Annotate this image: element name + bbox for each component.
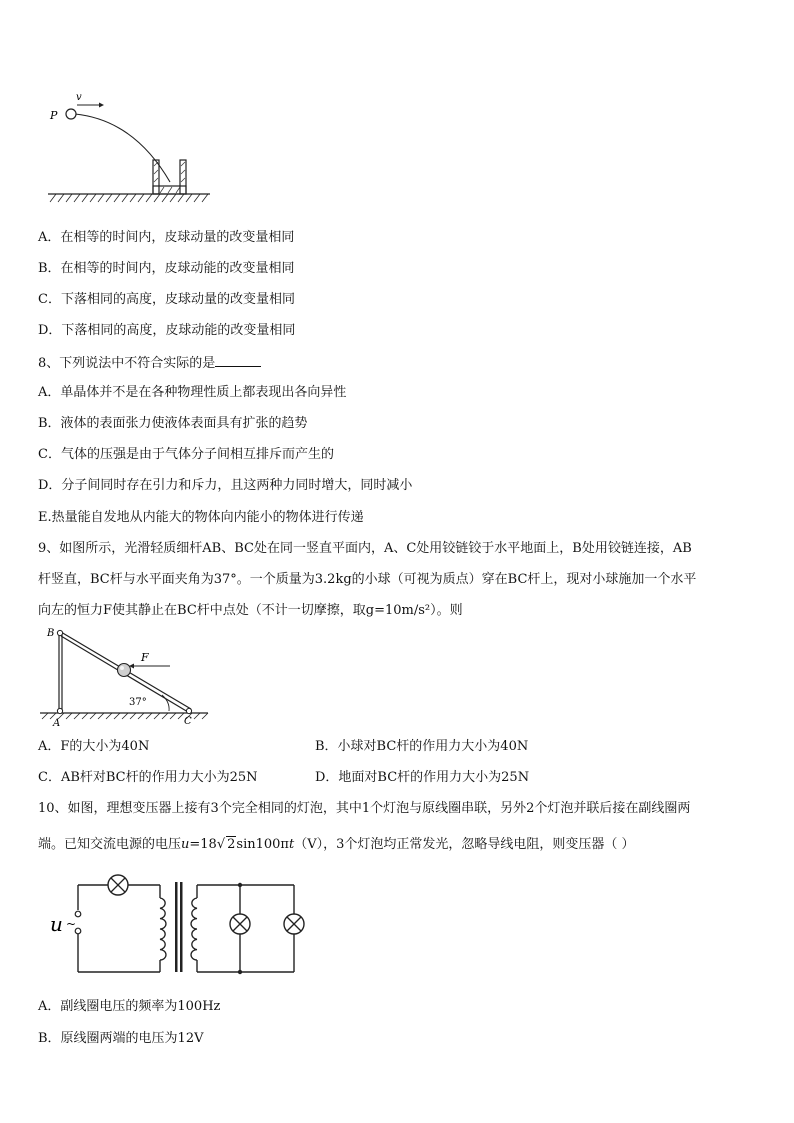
q9-stem-line1: 9、如图所示，光滑轻质细杆AB、BC处在同一竖直平面内，A、C处用铰链铰于水平地面上，B处用铰链连接，AB — [38, 541, 692, 556]
ball — [66, 109, 76, 119]
q9-option-b: B．小球对BC杆的作用力大小为40N — [315, 739, 529, 754]
q7-option-b: B．在相等的时间内，皮球动能的改变量相同 — [38, 261, 295, 276]
q8-stem — [38, 354, 261, 372]
q9-stem-line2: 杆竖直，BC杆与水平面夹角为37°。一个质量为3.2kg的小球（可视为质点）穿在BC杆上，现对小球施加一个水平 — [38, 572, 697, 587]
q7-option-a: A．在相等的时间内，皮球动量的改变量相同 — [38, 230, 295, 245]
q10-formula-sin: sin100π — [236, 837, 289, 852]
q10-stem-post: （V），3个灯泡均正常发光，忽略导线电阻，则变压器（ ） — [294, 837, 635, 852]
q8-answer-blank — [215, 354, 261, 367]
q7-label-v: v — [76, 92, 82, 103]
q10-label-tilde: ~ — [66, 917, 77, 931]
q7-option-d: D．下落相同的高度，皮球动能的改变量相同 — [38, 323, 296, 338]
q7-figure — [44, 86, 214, 206]
q7-label-p: P — [50, 109, 58, 122]
q9-ball — [118, 664, 131, 677]
q9-label-a: A — [53, 718, 61, 729]
q9-label-f: F — [141, 651, 149, 664]
q9-label-c: C — [184, 716, 192, 727]
q9-figure — [36, 624, 216, 730]
q8-option-b: B．液体的表面张力使液体表面具有扩张的趋势 — [38, 416, 308, 431]
q9-stem-line3: 向左的恒力F使其静止在BC杆中点处（不计一切摩擦，取g=10m/s²）。则 — [38, 603, 463, 618]
q9-option-c: C．AB杆对BC杆的作用力大小为25N — [38, 770, 258, 785]
q10-formula-u: u — [181, 837, 190, 852]
q10-label-u: u — [50, 912, 63, 936]
q10-formula-eq: =18 — [189, 837, 217, 852]
q10-sqrt-sign: √ — [216, 837, 226, 852]
q9-label-angle: 37° — [129, 697, 147, 708]
q9-label-b: B — [47, 628, 55, 639]
q10-stem-line1: 10、如图，理想变压器上接有3个完全相同的灯泡，其中1个灯泡与原线圈串联，另外2个灯泡并联后接在副线圈两 — [38, 801, 691, 816]
q7-option-c: C．下落相同的高度，皮球动量的改变量相同 — [38, 292, 295, 307]
q10-formula-root: 2 — [227, 837, 236, 852]
q8-option-d: D．分子间同时存在引力和斥力，且这两种力同时增大，同时减小 — [38, 478, 413, 493]
q10-figure — [48, 868, 318, 978]
q10-stem-pre: 端。已知交流电源的电压 — [38, 837, 182, 852]
q8-option-e: E.热量能自发地从内能大的物体向内能小的物体进行传递 — [38, 510, 364, 525]
q9-option-d: D．地面对BC杆的作用力大小为25N — [315, 770, 530, 785]
q8-stem-text: 8、下列说法中不符合实际的是 — [38, 356, 216, 371]
q10-formula-t: t — [288, 837, 295, 852]
q10-stem-line2 — [38, 836, 635, 853]
q10-option-b: B．原线圈两端的电压为12V — [38, 1031, 204, 1046]
q8-option-a: A．单晶体并不是在各种物理性质上都表现出各向异性 — [38, 385, 347, 400]
q8-option-c: C．气体的压强是由于气体分子间相互排斥而产生的 — [38, 447, 334, 462]
q9-option-a: A．F的大小为40N — [38, 739, 150, 754]
q10-option-a: A．副线圈电压的频率为100Hz — [38, 999, 221, 1014]
